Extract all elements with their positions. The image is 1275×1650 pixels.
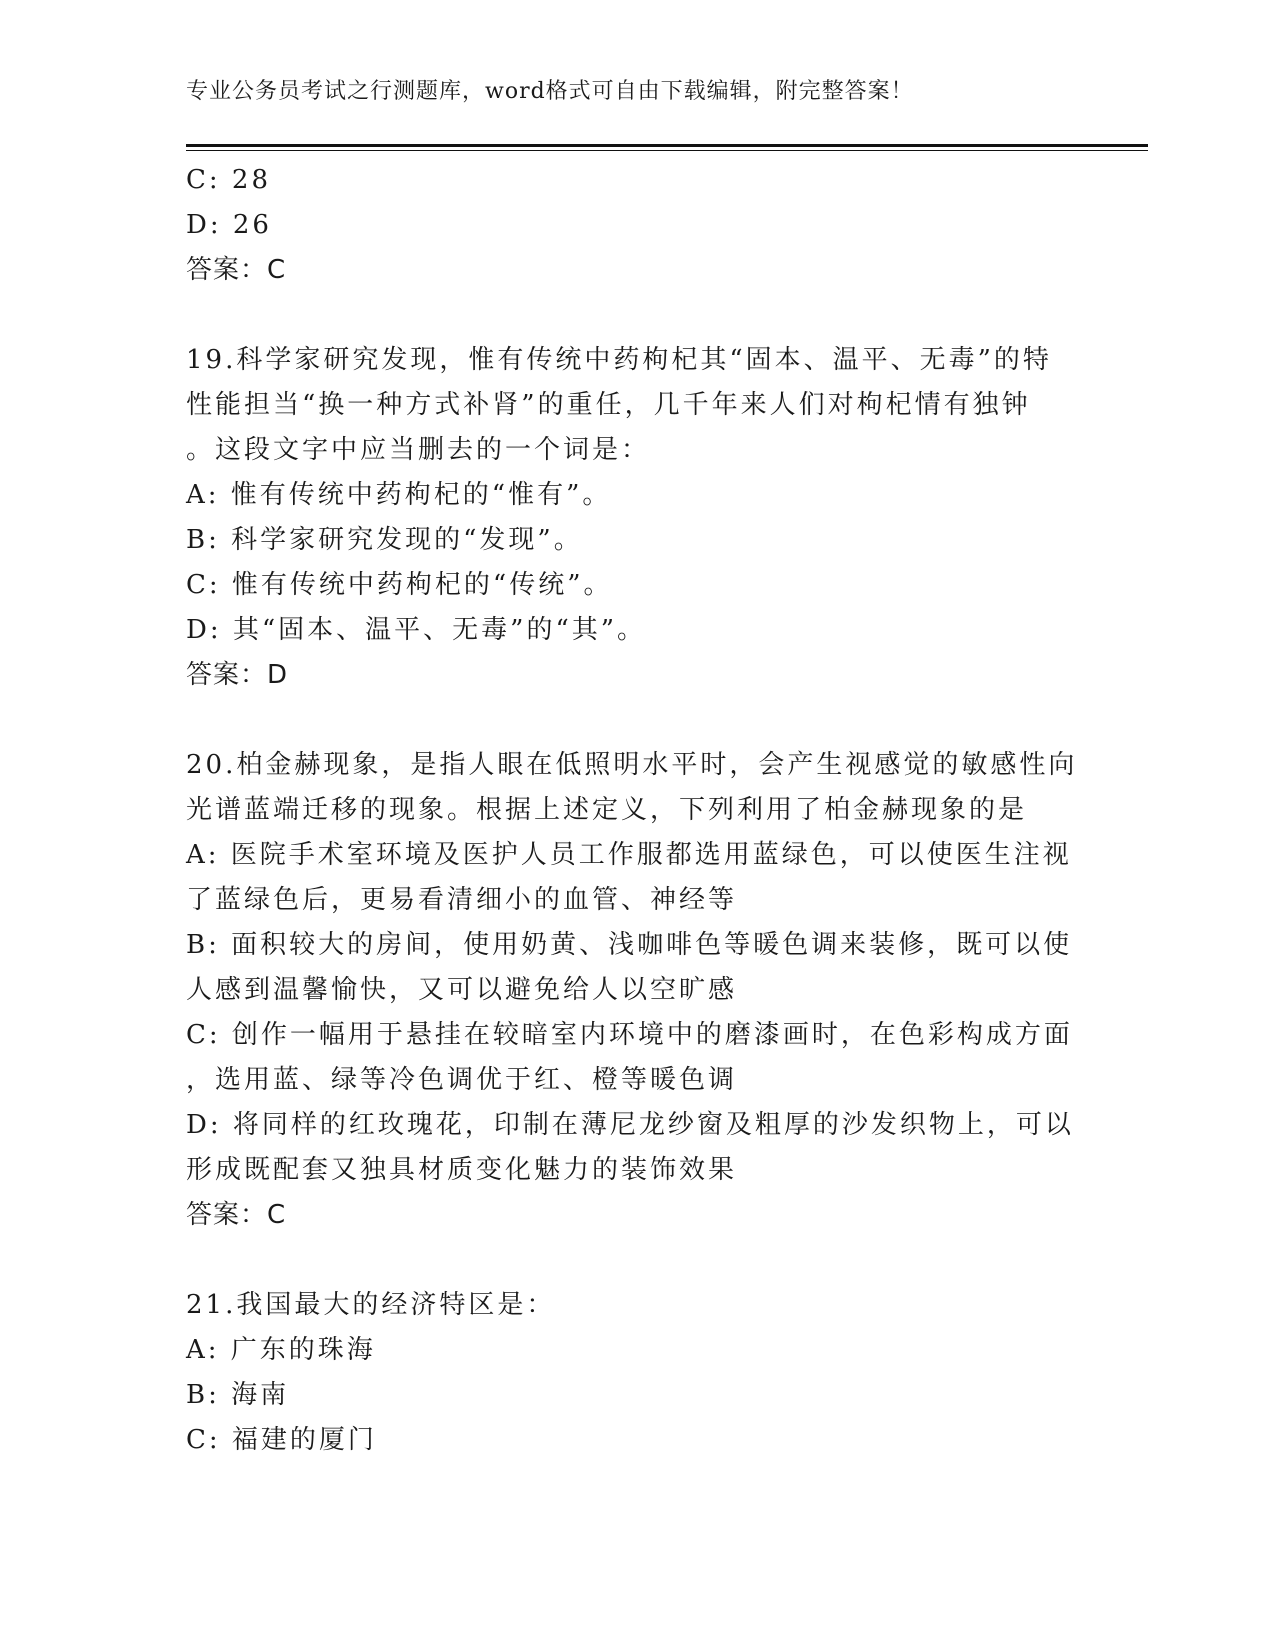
header-rule-thick bbox=[186, 144, 1148, 147]
option-line: C: 惟有传统中药枸杞的“传统”。 bbox=[186, 570, 613, 600]
option-line: B: 海南 bbox=[186, 1380, 290, 1410]
option-line: C: 28 bbox=[186, 165, 272, 195]
question-stem-line: 21.我国最大的经济特区是： bbox=[186, 1290, 556, 1320]
answer-line: 答案：C bbox=[186, 255, 287, 285]
option-line: C: 创作一幅用于悬挂在较暗室内环境中的磨漆画时，在色彩构成方面 bbox=[186, 1020, 1073, 1050]
option-line: B: 面积较大的房间，使用奶黄、浅咖啡色等暖色调来装修，既可以使 bbox=[186, 930, 1073, 960]
answer-line: 答案：D bbox=[186, 660, 289, 690]
page-header: 专业公务员考试之行测题库，word格式可自由下载编辑，附完整答案！ bbox=[186, 79, 914, 104]
option-line: A: 医院手术室环境及医护人员工作服都选用蓝绿色，可以使医生注视 bbox=[186, 840, 1072, 870]
spacer bbox=[186, 1238, 1086, 1283]
option-line: D: 其“固本、温平、无毒”的“其”。 bbox=[186, 615, 647, 645]
question-stem-line: 19.科学家研究发现，惟有传统中药枸杞其“固本、温平、无毒”的特 bbox=[186, 345, 1052, 375]
question-stem-line: 光谱蓝端迁移的现象。根据上述定义，下列利用了柏金赫现象的是 bbox=[186, 795, 1028, 825]
option-line: D: 26 bbox=[186, 210, 272, 240]
option-line: A: 广东的珠海 bbox=[186, 1335, 376, 1365]
option-line: 人感到温馨愉快，又可以避免给人以空旷感 bbox=[186, 975, 738, 1005]
answer-line: 答案：C bbox=[186, 1200, 287, 1230]
question-stem-line: 。这段文字中应当删去的一个词是： bbox=[186, 435, 651, 465]
spacer bbox=[186, 293, 1086, 338]
option-line: 形成既配套又独具材质变化魅力的装饰效果 bbox=[186, 1155, 738, 1185]
option-line: 了蓝绿色后，更易看清细小的血管、神经等 bbox=[186, 885, 738, 915]
spacer bbox=[186, 698, 1086, 743]
question-content bbox=[186, 158, 1086, 1463]
option-line: C: 福建的厦门 bbox=[186, 1425, 377, 1455]
option-line: D: 将同样的红玫瑰花，印制在薄尼龙纱窗及粗厚的沙发织物上，可以 bbox=[186, 1110, 1074, 1140]
question-stem-line: 性能担当“换一种方式补肾”的重任，几千年来人们对枸杞情有独钟 bbox=[186, 390, 1031, 420]
question-stem-line: 20.柏金赫现象，是指人眼在低照明水平时，会产生视感觉的敏感性向 bbox=[186, 750, 1078, 780]
header-rule-thin bbox=[186, 150, 1148, 151]
option-line: A: 惟有传统中药枸杞的“惟有”。 bbox=[186, 480, 612, 510]
option-line: B: 科学家研究发现的“发现”。 bbox=[186, 525, 583, 555]
option-line: ，选用蓝、绿等冷色调优于红、橙等暖色调 bbox=[186, 1065, 738, 1095]
